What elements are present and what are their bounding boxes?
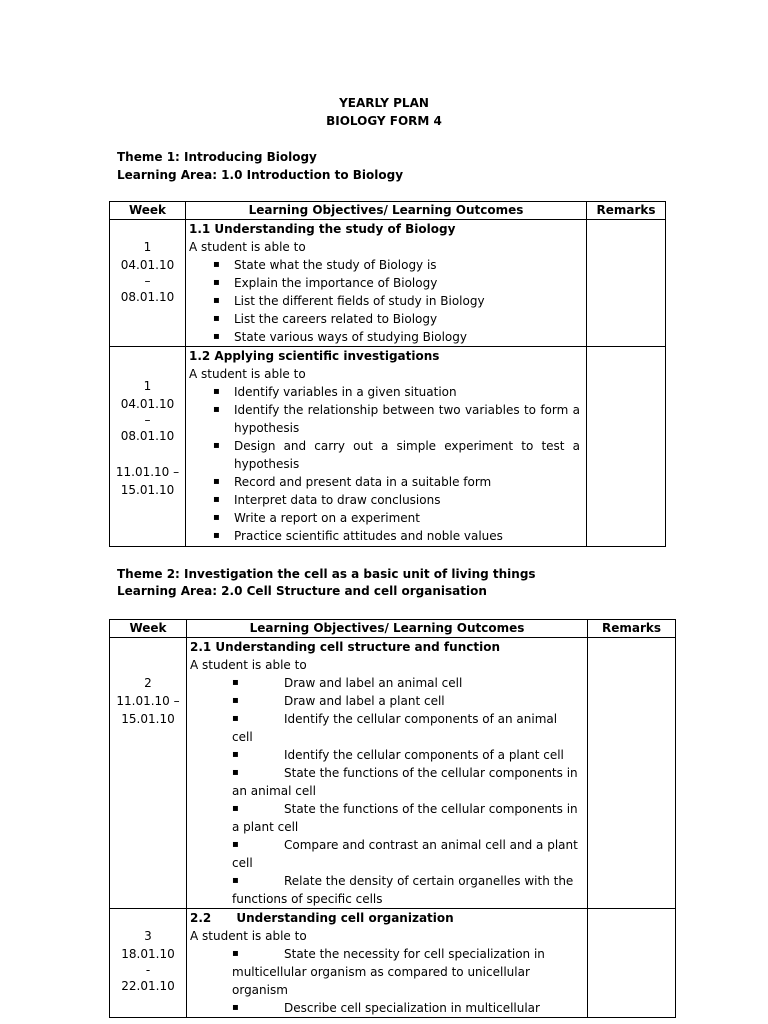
theme2-table xyxy=(109,619,676,1018)
week-end-date: 08.01.10 xyxy=(120,429,175,443)
list-item: ▪ Draw and label an animal cell xyxy=(232,676,463,690)
bullet-icon: ▪ xyxy=(232,713,239,724)
week-number: 1 xyxy=(143,240,152,254)
objective-subtitle: 2.2 Understanding cell organization xyxy=(190,911,454,925)
bullet-icon: ▪ xyxy=(232,767,239,778)
doc-title: YEARLY PLAN xyxy=(339,96,429,110)
objective-subtitle: 1.2 Applying scientific investigations xyxy=(189,349,440,363)
week-spacer xyxy=(110,445,185,463)
table-header-row xyxy=(110,620,676,638)
list-item: ▪ Describe cell specialization in multicellular xyxy=(232,1001,540,1015)
list-item: ▪ State what the study of Biology is xyxy=(189,256,586,274)
week-cell xyxy=(110,347,186,547)
objectives-cell xyxy=(186,220,587,347)
list-item: ▪ Draw and label a plant cell xyxy=(232,694,445,708)
theme1-learning-area: Learning Area: 1.0 Introduction to Biology xyxy=(117,168,404,182)
week-number: 1 xyxy=(143,379,152,393)
list-item: ▪ Identify the relationship between two variables to form a hypothesis xyxy=(189,401,586,437)
theme2-learning-area: Learning Area: 2.0 Cell Structure and cell organisation xyxy=(117,584,487,598)
objective-intro: A student is able to xyxy=(189,367,306,381)
week-start-date: 04.01.10 xyxy=(120,258,175,272)
table-row xyxy=(110,909,676,1018)
week-number: 2 xyxy=(144,676,152,690)
list-item: ▪ Design and carry out a simple experiment to test a hypothesis xyxy=(189,437,586,473)
header-objectives: Learning Objectives/ Learning Outcomes xyxy=(186,202,587,220)
list-item: ▪ State various ways of studying Biology xyxy=(189,328,586,346)
week-end-date: 15.01.10 xyxy=(121,712,175,726)
table-row xyxy=(110,220,666,347)
bullet-icon: ▪ xyxy=(232,749,239,760)
week-cell xyxy=(110,638,187,909)
objective-subtitle: 1.1 Understanding the study of Biology xyxy=(189,222,456,236)
bullet-icon: ▪ xyxy=(232,803,239,814)
week-end-date: 08.01.10 xyxy=(120,290,175,304)
week-end-date: 22.01.10 xyxy=(121,979,175,993)
header-remarks: Remarks xyxy=(588,620,676,638)
list-item: ▪ List the careers related to Biology xyxy=(189,310,586,328)
list-item: ▪ State the functions of the cellular components in an animal cell xyxy=(232,766,578,798)
bullet-icon: ▪ xyxy=(232,875,239,886)
theme1-title: Theme 1: Introducing Biology xyxy=(117,150,317,164)
objective-subtitle: 2.1 Understanding cell structure and function xyxy=(190,640,500,654)
list-item: ▪ Compare and contrast an animal cell and a plant cell xyxy=(232,838,578,870)
remarks-cell xyxy=(588,909,676,1018)
week-dash: - xyxy=(145,963,151,977)
list-item: ▪ State the necessity for cell specialization in multicellular organism as compared to unicellular organism xyxy=(232,947,545,997)
bullet-icon: ▪ xyxy=(232,1002,239,1013)
list-item: ▪ Record and present data in a suitable form xyxy=(189,473,586,491)
list-item: ▪ List the different fields of study in Biology xyxy=(189,292,586,310)
table-row xyxy=(110,638,676,909)
theme2-title: Theme 2: Investigation the cell as a basic unit of living things xyxy=(117,567,536,581)
week-start-date: 18.01.10 xyxy=(121,947,175,961)
bullet-icon: ▪ xyxy=(232,948,239,959)
objectives-cell xyxy=(187,638,588,909)
week-start-date: 11.01.10 – xyxy=(116,694,180,708)
list-item: ▪ Identify the cellular components of a plant cell xyxy=(232,748,564,762)
week2-start-date: 11.01.10 – xyxy=(115,465,180,479)
bullet-icon: ▪ xyxy=(232,677,239,688)
week-dash: – xyxy=(144,274,151,288)
objectives-cell xyxy=(186,347,587,547)
week-cell xyxy=(110,220,186,347)
table-row xyxy=(110,347,666,547)
list-item: ▪ Relate the density of certain organelles with the functions of specific cells xyxy=(232,874,574,906)
week-start-date: 04.01.10 xyxy=(120,397,175,411)
list-item: ▪ Identify the cellular components of an animal cell xyxy=(232,712,558,744)
list-item: ▪ Practice scientific attitudes and noble values xyxy=(189,527,586,545)
week2-end-date: 15.01.10 xyxy=(120,483,175,497)
header-remarks: Remarks xyxy=(587,202,666,220)
week-number: 3 xyxy=(144,929,152,943)
list-item: ▪ State the functions of the cellular components in a plant cell xyxy=(232,802,578,834)
week-cell xyxy=(110,909,187,1018)
remarks-cell xyxy=(588,638,676,909)
objectives-cell xyxy=(187,909,588,1018)
list-item: ▪ Explain the importance of Biology xyxy=(189,274,586,292)
header-objectives: Learning Objectives/ Learning Outcomes xyxy=(187,620,588,638)
remarks-cell xyxy=(587,347,666,547)
list-item: ▪ Interpret data to draw conclusions xyxy=(189,491,586,509)
list-item: ▪ Identify variables in a given situation xyxy=(189,383,586,401)
header-week: Week xyxy=(110,620,187,638)
bullet-icon: ▪ xyxy=(232,695,239,706)
list-item: ▪ Write a report on a experiment xyxy=(189,509,586,527)
theme1-table xyxy=(109,201,666,547)
week-dash: – xyxy=(144,413,151,427)
bullet-icon: ▪ xyxy=(232,839,239,850)
doc-subtitle: BIOLOGY FORM 4 xyxy=(326,114,442,128)
objective-intro: A student is able to xyxy=(190,658,307,672)
objective-intro: A student is able to xyxy=(189,240,306,254)
objective-intro: A student is able to xyxy=(190,929,307,943)
remarks-cell xyxy=(587,220,666,347)
table-header-row xyxy=(110,202,666,220)
header-week: Week xyxy=(110,202,186,220)
